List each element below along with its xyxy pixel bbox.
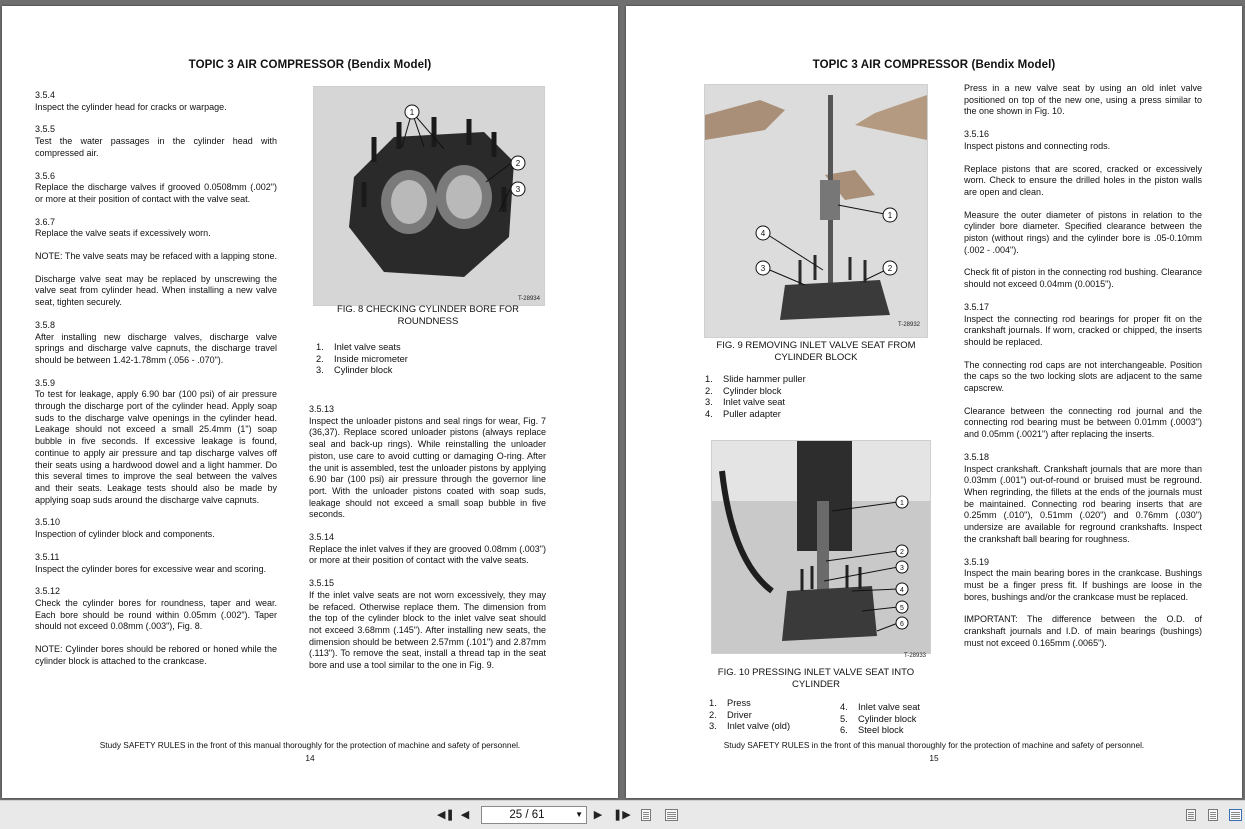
- paragraph-text: Inspect pistons and connecting rods.: [964, 140, 1111, 151]
- figure-9-caption: FIG. 9 REMOVING INLET VALVE SEAT FROM CYLINDER BLOCK: [716, 340, 916, 363]
- legend-item: [705, 374, 806, 386]
- paragraph-text: Inspect the cylinder head for cracks or warpage.: [35, 101, 227, 112]
- legend-item: [316, 365, 408, 377]
- paragraph-text: Inspect the main bearing bores in the crankcase. Bushings must be a finger press fit. If bushings are loose in the bores, bushings and/or the crankcase must be replaced.: [964, 568, 1202, 602]
- paragraph: [35, 217, 277, 240]
- first-page-icon[interactable]: ◀❚: [437, 809, 455, 821]
- section-number: 3.5.8: [35, 319, 56, 330]
- paragraph: [35, 90, 277, 113]
- legend-number: 4.: [705, 408, 713, 419]
- paragraph: [964, 267, 1202, 290]
- paragraph-text: Replace pistons that are scored, cracked or excessively worn. Check to ensure the drilled holes in the piston walls are open and clean.: [964, 163, 1202, 197]
- section-number: 3.5.16: [964, 129, 990, 140]
- legend-item: [705, 397, 806, 409]
- legend-label: Press: [727, 698, 751, 708]
- paragraph-text: Replace the discharge valves if grooved 0.0508mm (.002") or more at their position of contact with the valve seat.: [35, 182, 277, 204]
- figure-10-legend-right: [840, 702, 920, 737]
- viewer-toolbar: [0, 800, 1245, 829]
- paragraph-text: If the inlet valve seats are not worn excessively, they may be refaced. Otherwise replace them. The dimension from the top of the cylinder block to the inlet valve seat should not exceed 3.68mm (.145"). After installing new seats, the dimension should be between 2.57mm (.101") and 2.87mm (.113"). To remove the seat, install a thread tap in the seat bore and use a tool similar to the one in Fig. 9.: [309, 589, 546, 671]
- section-number: 3.5.4: [35, 90, 56, 100]
- legend-item: [709, 710, 790, 722]
- svg-text:4: 4: [760, 229, 766, 238]
- paragraph: [35, 251, 277, 263]
- legend-label: Slide hammer puller: [723, 374, 806, 384]
- paragraph-text: After installing new discharge valves, discharge valve springs and discharge valve capnuts, the discharge travel should be between 1.42-1.78mm (.056 - .070").: [35, 331, 277, 365]
- paragraph: [964, 83, 1202, 118]
- legend-number: 1.: [316, 342, 324, 352]
- paragraph: [964, 164, 1202, 199]
- legend-label: Steel block: [858, 725, 904, 736]
- legend-item: [705, 386, 806, 398]
- single-page-view-icon[interactable]: [641, 809, 651, 821]
- paragraph: [964, 614, 1202, 649]
- figure-10-legend-left: [709, 698, 790, 733]
- figure-code: T-28933: [904, 653, 927, 659]
- fit-width-icon[interactable]: [1208, 809, 1218, 821]
- section-number: 3.5.13: [309, 404, 335, 414]
- paragraph: [35, 586, 277, 633]
- legend-label: Inlet valve seats: [334, 342, 401, 352]
- svg-text:2: 2: [900, 549, 904, 556]
- section-number: 3.6.7: [35, 216, 56, 227]
- paragraph: [35, 517, 277, 540]
- legend-item: [840, 725, 920, 737]
- page-number: 14: [305, 753, 315, 763]
- paragraph-text: Inspect the cylinder bores for excessive wear and scoring.: [35, 563, 267, 574]
- legend-number: 3.: [709, 721, 717, 732]
- legend-number: 2.: [316, 353, 324, 364]
- figure-10-caption: FIG. 10 PRESSING INLET VALVE SEAT INTO CYLINDER: [717, 667, 915, 690]
- safety-footer: Study SAFETY RULES in the front of this manual thoroughly for the protection of machine and safety of personnel.: [723, 740, 1145, 750]
- paragraph: [35, 378, 277, 507]
- page-indicator: 25 / 61: [509, 809, 545, 821]
- paragraph-text: Inspect the connecting rod bearings for proper fit on the crankshaft journals. If worn, cracked or chipped, the inserts should be replaced.: [964, 313, 1202, 347]
- paragraph: [964, 302, 1202, 349]
- legend-number: 6.: [840, 725, 848, 736]
- paragraph: [964, 210, 1202, 257]
- legend-label: Inside micrometer: [334, 353, 408, 364]
- svg-text:3: 3: [515, 185, 521, 194]
- paragraph-text: The connecting rod caps are not interchangeable. Position the caps so the two locking slots are adjacent to the same capscrew.: [964, 359, 1202, 394]
- section-number: 3.5.18: [964, 451, 990, 462]
- paragraph: [35, 552, 277, 575]
- legend-number: 3.: [705, 397, 713, 408]
- previous-page-icon[interactable]: ◀: [460, 809, 470, 821]
- section-number: 3.5.6: [35, 170, 56, 181]
- legend-label: Cylinder block: [858, 713, 917, 724]
- svg-text:4: 4: [900, 587, 904, 594]
- svg-text:1: 1: [887, 211, 893, 220]
- page-number: 15: [929, 753, 939, 763]
- right-document-page: [626, 6, 1242, 798]
- legend-item: [316, 342, 408, 354]
- section-number: 3.5.17: [964, 301, 990, 312]
- legend-number: 5.: [840, 713, 848, 724]
- figure-code: T-28934: [517, 296, 540, 302]
- legend-item: [709, 721, 790, 733]
- topic-title: TOPIC 3 AIR COMPRESSOR (Bendix Model): [188, 59, 432, 71]
- legend-label: Inlet valve seat: [858, 702, 921, 712]
- paragraph-text: Clearance between the connecting rod journal and the connecting rod bearing must be between 0.01mm (.0003") and 0.05mm (.0021") after replacing the inserts.: [964, 405, 1202, 440]
- legend-label: Puller adapter: [723, 408, 781, 419]
- svg-text:3: 3: [900, 565, 904, 572]
- legend-label: Cylinder block: [723, 385, 782, 396]
- left-text-column-1: [35, 90, 277, 678]
- paragraph-text: IMPORTANT: The difference between the O.D. of crankshaft journals and I.D. of main bearings (bushings) must not exceed 0.165mm (.0065").: [964, 614, 1202, 648]
- left-document-page: [2, 6, 618, 798]
- safety-footer: Study SAFETY RULES in the front of this manual thoroughly for the protection of machine and safety of personnel.: [99, 740, 521, 750]
- legend-number: 3.: [316, 365, 324, 376]
- svg-text:2: 2: [887, 264, 893, 273]
- legend-item: [840, 714, 920, 726]
- paragraph-text: Replace the valve seats if excessively worn.: [35, 228, 211, 239]
- figure-9-slide-hammer-photo: [704, 84, 928, 338]
- section-number: 3.5.5: [35, 124, 56, 135]
- figure-8-cylinder-bore-photo: [313, 86, 545, 306]
- paragraph-text: NOTE: Cylinder bores should be rebored or honed while the cylinder block is attached to the crankcase.: [35, 644, 277, 666]
- legend-number: 2.: [709, 709, 717, 720]
- legend-label: Inlet valve seat: [723, 397, 786, 408]
- paragraph: [964, 129, 1202, 152]
- section-number: 3.5.15: [309, 578, 335, 589]
- paragraph: [35, 171, 277, 206]
- svg-text:6: 6: [900, 621, 904, 628]
- paragraph-text: Test the water passages in the cylinder head with compressed air.: [35, 136, 277, 158]
- legend-number: 1.: [705, 374, 713, 384]
- two-page-icon[interactable]: [1229, 809, 1242, 821]
- paragraph: [964, 360, 1202, 395]
- paragraph-text: Inspect crankshaft. Crankshaft journals that are more than 0.03mm (.001") out-of-round or bruised must be reground. When regrinding, the fillets at the ends of the journals must be maintained. Connecting rod bearing inserts that are 0.25mm (.010"), 0.51mm (.020") and 0.76mm (.030") undersize are available for reground crankshafts. Inspect the crankshaft ball bearing for roughness.: [964, 463, 1202, 544]
- legend-label: Cylinder block: [334, 365, 393, 376]
- figure-10-press-photo: [711, 440, 931, 654]
- legend-item: [316, 354, 408, 366]
- figure-8-caption: FIG. 8 CHECKING CYLINDER BORE FOR ROUNDNESS: [336, 304, 520, 327]
- paragraph: [309, 404, 546, 521]
- paragraph-text: Discharge valve seat may be replaced by unscrewing the valve seat from cylinder head. When installing a new valve seat, tighten securely.: [35, 273, 277, 308]
- paragraph-text: Inspect the unloader pistons and seal rings for wear, Fig. 7 (36,37). Replace scored unloader pistons (always replace seal and back-up rings). While reinstalling the unloader piston, use care to avoid cutting or damaging O-ring. After the unit is assembled, test the unloader pistons by applying 6.90 bar (100 psi) air pressure through the governor line port. With the unloader pistons coated with soap suds, leakage should not exceed a small soap bubble in five seconds.: [309, 415, 546, 520]
- paragraph: [35, 320, 277, 367]
- legend-item: [705, 409, 806, 421]
- paragraph-text: Check fit of piston in the connecting rod bushing. Clearance should not exceed 0.04mm (0.0015").: [964, 267, 1202, 290]
- paragraph: [309, 532, 546, 567]
- section-number: 3.5.12: [35, 586, 61, 597]
- next-page-icon[interactable]: ▶: [593, 809, 603, 821]
- svg-text:3: 3: [760, 264, 766, 273]
- paragraph: [35, 124, 277, 159]
- page-select[interactable]: [481, 806, 587, 824]
- legend-item: [840, 702, 920, 714]
- paragraph: [309, 578, 546, 672]
- paragraph-text: Measure the outer diameter of pistons in relation to the cylinder bore diameter. Specified clearance between the piston (without rings) and the cylinder bore is .05-0.10mm (.002 - .004").: [964, 209, 1202, 255]
- paragraph: [964, 557, 1202, 604]
- paragraph-text: NOTE: The valve seats may be refaced with a lapping stone.: [35, 251, 277, 262]
- paragraph-text: To test for leakage, apply 6.90 bar (100 psi) of air pressure through the discharge port of the cylinder head. Apply soap suds to the discharge valve openings in the cylinder head. Leakage should not exceed a small 25.4mm (1") soap bubble in five seconds. If excessive leakage is found, continue to apply air pressure and tap discharge valves off their seats using a hardwood dowel and a light hammer. Do this several times to improve the seal between the valves and their seats. Leakage tests should also be made by applying soap suds around the discharge valve capnuts.: [35, 389, 277, 505]
- last-page-icon[interactable]: ❚▶: [613, 809, 631, 821]
- section-number: 3.5.9: [35, 377, 56, 388]
- left-text-column-2: [309, 404, 546, 683]
- section-number: 3.5.10: [35, 517, 61, 528]
- section-number: 3.5.11: [35, 551, 60, 562]
- legend-number: 4.: [840, 702, 848, 712]
- paragraph-text: Replace the inlet valves if they are grooved 0.08mm (.003") or more at their position of contact with the valve seats.: [309, 543, 546, 566]
- fit-page-icon[interactable]: [1186, 809, 1196, 821]
- right-text-column: [964, 83, 1202, 660]
- topic-title: TOPIC 3 AIR COMPRESSOR (Bendix Model): [812, 59, 1056, 71]
- figure-9-legend: [705, 374, 806, 420]
- svg-text:1: 1: [900, 500, 904, 507]
- continuous-view-icon[interactable]: [665, 809, 678, 821]
- paragraph: [964, 452, 1202, 546]
- legend-label: Inlet valve (old): [727, 721, 791, 732]
- paragraph: [35, 644, 277, 667]
- paragraph-text: Press in a new valve seat by using an old inlet valve positioned on top of the new one, using a press similar to the one shown in Fig. 10.: [964, 83, 1202, 117]
- legend-label: Driver: [727, 709, 752, 720]
- section-number: 3.5.19: [964, 556, 990, 567]
- svg-text:2: 2: [515, 159, 521, 168]
- legend-number: 1.: [709, 698, 717, 708]
- chevron-down-icon: ▼: [575, 810, 583, 819]
- legend-item: [709, 698, 790, 710]
- section-number: 3.5.14: [309, 532, 335, 543]
- paragraph: [35, 274, 277, 309]
- legend-number: 2.: [705, 385, 713, 396]
- svg-text:5: 5: [900, 605, 904, 612]
- paragraph-text: Check the cylinder bores for roundness, taper and wear. Each bore should be round within 0.05mm (.002"). Taper should not exceed 0.08mm (.003"), Fig. 8.: [35, 597, 277, 632]
- paragraph-text: Inspection of cylinder block and components.: [35, 529, 215, 540]
- figure-code: T-28932: [898, 322, 921, 328]
- figure-8-legend: [316, 342, 408, 377]
- paragraph: [964, 406, 1202, 441]
- svg-text:1: 1: [409, 108, 415, 117]
